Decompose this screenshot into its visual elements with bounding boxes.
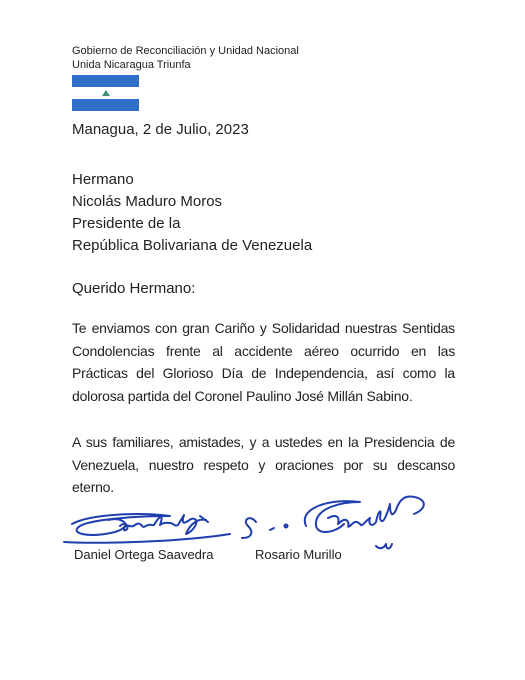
body-paragraph-1: Te enviamos con gran Cariño y Solidaridad nuestras Sentidas Condolencias frente al accidente aéreo ocurrido en las Prácticas del Glorioso Día de Independencia, así como la dolorosa partida del Coronel Paulino José Millán Sabino. [72, 320, 455, 404]
salutation: Querido Hermano: [72, 280, 196, 297]
coat-of-arms-icon [102, 90, 110, 96]
letterhead-line-1: Gobierno de Reconciliación y Unidad Nacional [72, 45, 299, 57]
signature-rosario-murillo [285, 497, 424, 549]
letterhead-line-2: Unida Nicaragua Triunfa [72, 59, 191, 71]
flag-bottom-band [72, 99, 139, 111]
signature-daniel-ortega [64, 514, 274, 543]
letter-date: Managua, 2 de Julio, 2023 [72, 121, 249, 138]
signatory-name-2: Rosario Murillo [255, 547, 342, 562]
flag-top-band [72, 75, 139, 87]
flag-middle-band [72, 87, 139, 99]
signatory-name-1: Daniel Ortega Saavedra [74, 547, 214, 562]
body-paragraph-2: A sus familiares, amistades, y a ustedes en la Presidencia de Venezuela, nuestro respeto y oraciones por su descanso eterno. [72, 434, 455, 495]
recipient-block [72, 169, 312, 257]
recipient-line-3: Presidente de la [72, 215, 181, 232]
letterhead [72, 44, 299, 72]
recipient-line-4: República Bolivariana de Venezuela [72, 237, 313, 254]
nicaragua-flag-icon [72, 75, 139, 111]
recipient-line-2: Nicolás Maduro Moros [72, 193, 223, 210]
recipient-line-1: Hermano [72, 171, 134, 188]
